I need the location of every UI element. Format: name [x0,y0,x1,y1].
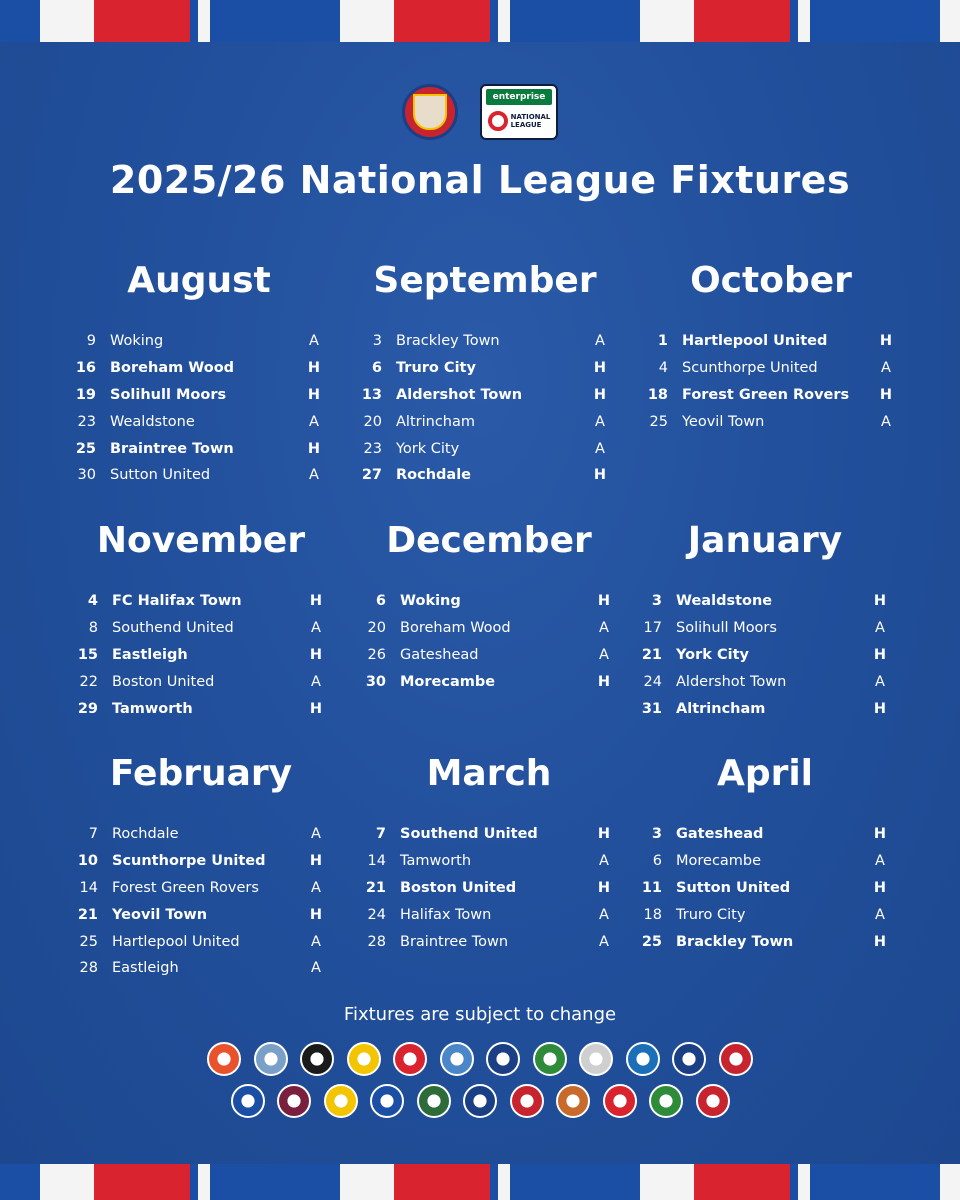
fixture-venue: H [873,879,887,896]
fixture-row [364,901,614,928]
fixture-row [646,382,896,409]
fixture-row [640,615,890,642]
month-heading: September [373,260,597,301]
fixture-venue: A [311,960,321,977]
club-crest-icon [300,1042,334,1076]
month-heading: December [386,520,592,561]
club-crest-icon [579,1042,613,1076]
fixture-day: 14 [367,853,386,870]
fixture-opponent: Morecambe [676,853,762,870]
page-title: 2025/26 National League Fixtures [109,158,851,202]
fixture-opponent: Woking [400,593,461,610]
fixture-venue: H [597,826,611,843]
fixture-venue: H [309,593,323,610]
fixture-venue: A [311,933,321,950]
month-block-december [364,516,614,695]
fixture-opponent: Boreham Wood [110,360,235,377]
fixture-row [76,955,326,982]
fixture-row [76,615,326,642]
fixture-venue: A [599,933,609,950]
fixture-day: 16 [75,360,96,377]
month-block-october [646,256,896,435]
fixture-day: 25 [75,440,96,457]
fixture-row [364,615,614,642]
club-crest-icon [486,1042,520,1076]
fixture-list [360,328,610,489]
fixture-row [76,642,326,669]
fixture-opponent: Eastleigh [112,960,179,977]
month-heading: October [690,260,852,301]
fixture-venue: H [873,700,887,717]
fixture-venue: A [875,673,885,690]
club-crest-icon [533,1042,567,1076]
fixture-row [74,382,324,409]
fixture-row [640,642,890,669]
fixture-opponent: Tamworth [400,853,472,870]
fixture-row [76,695,326,722]
club-crest-icon [324,1084,358,1118]
fixture-venue: A [311,879,321,896]
fixture-day: 18 [643,906,662,923]
fixture-venue: A [599,906,609,923]
fixture-venue: H [873,593,887,610]
fixture-opponent: Truro City [676,906,746,923]
fixture-day: 20 [363,413,382,430]
fixture-opponent: Tamworth [112,700,193,717]
fixture-day: 23 [363,440,382,457]
club-crest-icon [393,1042,427,1076]
fixture-day: 3 [651,593,662,610]
fixture-opponent: Wealdstone [110,413,195,430]
fixture-opponent: Hartlepool United [112,933,240,950]
fixture-row [76,875,326,902]
fixture-day: 4 [87,593,98,610]
fixture-venue: A [595,333,605,350]
club-crest-icon [510,1084,544,1118]
fixture-venue: A [311,826,321,843]
month-block-november [76,516,326,722]
crest-shield-icon [413,94,447,130]
fixture-row [76,588,326,615]
fixture-day: 30 [77,467,96,484]
club-crest-logo [402,84,458,140]
club-crest-icon [672,1042,706,1076]
fixture-row [364,821,614,848]
fixture-venue: A [311,673,321,690]
month-block-february [76,749,326,982]
fixture-row [640,901,890,928]
fixture-venue: H [593,467,607,484]
fixture-row [360,435,610,462]
fixture-row [646,355,896,382]
fixture-day: 30 [365,673,386,690]
fixture-venue: H [597,879,611,896]
fixture-opponent: York City [396,440,460,457]
fixture-opponent: Forest Green Rovers [682,386,850,403]
month-heading: March [426,753,552,794]
national-league-logo [480,84,558,140]
month-heading: August [127,260,271,301]
fixture-list [76,588,326,722]
fixture-day: 24 [643,673,662,690]
bottom-stripe-banner [0,1164,960,1200]
month-heading: November [96,520,306,561]
fixture-day: 6 [375,593,386,610]
club-crest-icon [626,1042,660,1076]
fixture-day: 13 [361,386,382,403]
fixture-opponent: Braintree Town [110,440,234,457]
month-block-august [74,256,324,489]
fixture-venue: A [595,440,605,457]
fixture-venue: H [307,360,321,377]
fixture-day: 9 [86,333,96,350]
month-block-march [364,749,614,955]
fixture-row [640,588,890,615]
fixture-row [74,435,324,462]
fixture-venue: A [599,620,609,637]
fixture-day: 31 [641,700,662,717]
fixture-opponent: Scunthorpe United [682,360,818,377]
fixture-opponent: Forest Green Rovers [112,879,259,896]
fixture-venue: A [875,620,885,637]
fixture-venue: H [593,360,607,377]
fixture-day: 15 [77,646,98,663]
fixture-opponent: Brackley Town [396,333,500,350]
fixture-opponent: Truro City [396,360,476,377]
fixture-row [74,462,324,489]
fixture-venue: H [593,386,607,403]
fixture-venue: H [879,386,893,403]
fixture-row [76,901,326,928]
fixture-venue: A [309,333,319,350]
fixture-opponent: Brackley Town [676,933,794,950]
fixture-venue: A [599,646,609,663]
fixture-venue: H [307,440,321,457]
fixture-row [364,875,614,902]
fixture-venue: A [875,906,885,923]
fixture-opponent: Solihull Moors [676,620,777,637]
fixture-opponent: Sutton United [676,879,791,896]
fixture-venue: H [309,853,323,870]
fixture-row [360,355,610,382]
club-crest-icon [207,1042,241,1076]
month-block-september [360,256,610,489]
fixture-row [640,848,890,875]
fixture-opponent: Wealdstone [676,593,773,610]
club-crest-icon [440,1042,474,1076]
club-crest-icon [231,1084,265,1118]
club-crest-icon [649,1084,683,1118]
fixture-row [364,848,614,875]
club-crests-row-1 [0,1042,960,1076]
fixture-row [640,928,890,955]
fixture-venue: H [307,386,321,403]
club-crest-icon [696,1084,730,1118]
fixture-row [74,408,324,435]
fixture-list [640,821,890,955]
fixture-day: 25 [649,413,668,430]
fixture-opponent: Sutton United [110,467,211,484]
fixture-day: 1 [657,333,668,350]
league-wordmark-line2: LEAGUE [510,121,542,129]
fixture-opponent: FC Halifax Town [112,593,242,610]
fixture-day: 10 [77,853,98,870]
fixture-row [76,668,326,695]
fixture-opponent: Yeovil Town [682,413,765,430]
fixture-list [364,821,614,955]
fixture-venue: A [309,413,319,430]
fixture-day: 21 [365,879,386,896]
league-ball-icon [488,111,508,131]
month-block-april [640,749,890,955]
fixture-day: 7 [375,826,386,843]
fixture-venue: H [873,933,887,950]
fixture-row [364,928,614,955]
fixture-row [364,642,614,669]
fixture-venue: H [597,593,611,610]
fixture-day: 7 [88,826,98,843]
fixture-day: 18 [647,386,668,403]
fixture-row [76,848,326,875]
fixture-day: 23 [77,413,96,430]
fixture-day: 11 [641,879,662,896]
month-heading: February [109,753,293,794]
fixture-row [640,875,890,902]
fixture-row [360,408,610,435]
fixture-day: 25 [79,933,98,950]
fixture-opponent: Braintree Town [400,933,509,950]
fixture-row [360,328,610,355]
fixture-row [364,668,614,695]
fixture-venue: H [879,333,893,350]
sponsor-label: enterprise [486,89,552,105]
fixture-venue: A [875,853,885,870]
fixture-venue: A [309,467,319,484]
fixture-opponent: Eastleigh [112,646,188,663]
fixture-venue: A [595,413,605,430]
fixture-opponent: Southend United [112,620,234,637]
fixture-row [364,588,614,615]
fixture-row [360,382,610,409]
league-wordmark [511,113,551,129]
fixture-opponent: Gateshead [400,646,479,663]
fixture-row [76,821,326,848]
fixture-opponent: Rochdale [112,826,179,843]
fixture-venue: H [309,646,323,663]
club-crest-icon [463,1084,497,1118]
fixture-day: 8 [88,620,98,637]
fixture-day: 19 [75,386,96,403]
fixture-row [640,821,890,848]
club-crests-row-2 [0,1084,960,1118]
fixture-day: 22 [79,673,98,690]
fixture-list [640,588,890,722]
fixture-row [646,408,896,435]
fixture-day: 24 [367,906,386,923]
fixture-day: 6 [371,360,382,377]
fixture-list [364,588,614,695]
fixture-venue: A [311,620,321,637]
club-crest-icon [417,1084,451,1118]
month-block-january [640,516,890,722]
fixture-day: 3 [372,333,382,350]
fixture-day: 6 [652,853,662,870]
fixture-day: 25 [641,933,662,950]
fixture-opponent: Morecambe [400,673,496,690]
league-wordmark-line1: NATIONAL [510,113,551,121]
fixture-opponent: Altrincham [396,413,475,430]
fixture-list [646,328,896,435]
fixture-day: 4 [658,360,668,377]
fixture-opponent: Southend United [400,826,538,843]
fixture-opponent: Gateshead [676,826,764,843]
league-mark [488,107,551,135]
fixture-day: 3 [651,826,662,843]
fixture-venue: A [881,360,891,377]
fixture-row [74,355,324,382]
fixture-venue: A [599,853,609,870]
fixture-opponent: Hartlepool United [682,333,828,350]
fixture-opponent: Altrincham [676,700,766,717]
fixture-opponent: Boston United [400,879,517,896]
fixture-venue: H [873,646,887,663]
month-heading: April [716,753,814,794]
fixture-venue: H [873,826,887,843]
fixture-day: 29 [77,700,98,717]
fixture-day: 21 [77,906,98,923]
fixture-day: 14 [79,879,98,896]
club-crest-icon [277,1084,311,1118]
fixture-opponent: Rochdale [396,467,472,484]
fixture-opponent: Boreham Wood [400,620,511,637]
fixture-day: 27 [361,467,382,484]
fixture-venue: H [309,700,323,717]
fixtures-note: Fixtures are subject to change [343,1004,617,1025]
fixture-day: 17 [643,620,662,637]
fixture-row [640,668,890,695]
fixture-opponent: York City [676,646,749,663]
fixture-row [74,328,324,355]
fixture-day: 28 [367,933,386,950]
fixture-day: 20 [367,620,386,637]
fixture-opponent: Yeovil Town [112,906,208,923]
club-crest-icon [347,1042,381,1076]
club-crest-icon [719,1042,753,1076]
fixture-venue: H [597,673,611,690]
fixture-day: 26 [367,646,386,663]
fixture-opponent: Aldershot Town [396,386,523,403]
logo-row [0,84,960,140]
fixture-venue: A [881,413,891,430]
fixture-opponent: Halifax Town [400,906,492,923]
club-crest-icon [370,1084,404,1118]
fixture-list [74,328,324,489]
top-stripe-banner [0,0,960,42]
club-crest-icon [603,1084,637,1118]
fixture-day: 28 [79,960,98,977]
fixture-row [76,928,326,955]
club-crest-icon [254,1042,288,1076]
fixture-opponent: Scunthorpe United [112,853,266,870]
fixture-day: 21 [641,646,662,663]
fixture-opponent: Aldershot Town [676,673,787,690]
fixture-row [640,695,890,722]
fixture-venue: H [309,906,323,923]
fixture-row [646,328,896,355]
club-crest-icon [556,1084,590,1118]
fixture-opponent: Solihull Moors [110,386,227,403]
fixture-opponent: Woking [110,333,164,350]
fixture-list [76,821,326,982]
month-heading: January [687,520,843,561]
fixture-opponent: Boston United [112,673,215,690]
fixture-row [360,462,610,489]
